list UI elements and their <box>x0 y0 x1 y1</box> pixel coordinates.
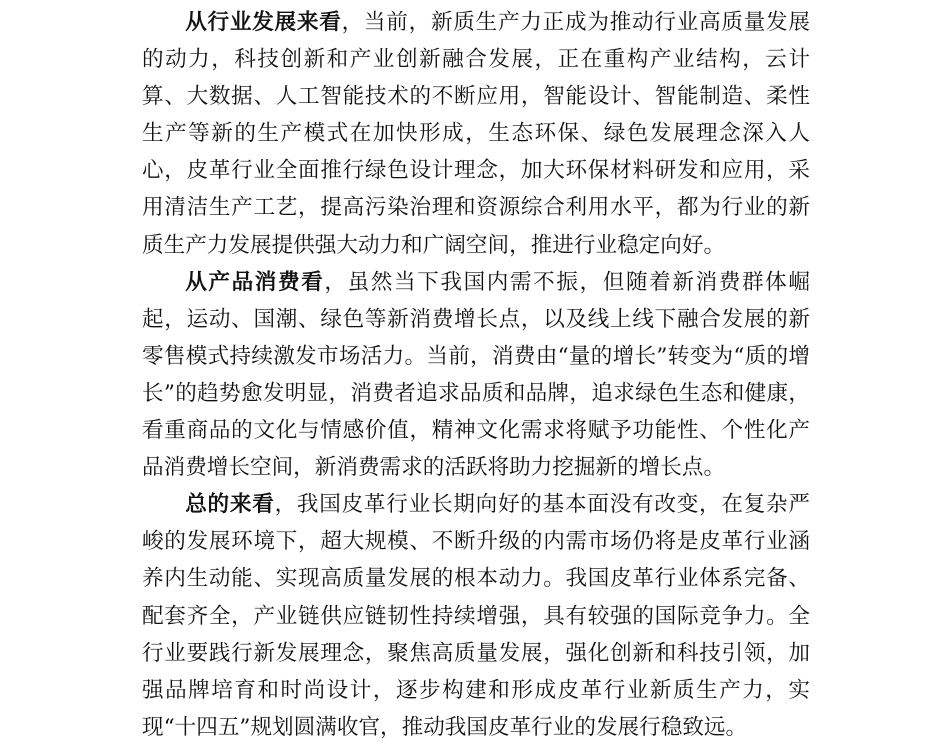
paragraph-industry-development <box>142 4 810 264</box>
paragraph-lead: 从行业发展来看 <box>185 10 342 35</box>
paragraph-text: ，虽然当下我国内需不振，但随着新消费群体崛起，运动、国潮、绿色等新消费增长点，以及线上线下融合发展的新零售模式持续激发市场活力。当前，消费由“量的增长”转变为“质的增长”的趋势愈发明显，消费者追求品质和品牌，追求绿色生态和健康，看重商品的文化与情感价值，精神文化需求将赋予功能性、个性化产品消费增长空间，新消费需求的活跃将助力挖掘新的增长点。 <box>142 269 810 481</box>
paragraph-product-consumption <box>142 264 810 487</box>
article-body <box>142 4 810 746</box>
paragraph-lead: 从产品消费看 <box>185 269 325 295</box>
paragraph-text: ，我国皮革行业长期向好的基本面没有改变，在复杂严峻的发展环境下，超大规模、不断升级的内需市场仍将是皮革行业涵养内生动能、实现高质量发展的根本动力。我国皮革行业体系完备、配套齐全，产业链供应链韧性持续增强，具有较强的国际竞争力。全行业要践行新发展理念，聚焦高质量发展，强化创新和科技引领，加强品牌培育和时尚设计，逐步构建和形成皮革行业新质生产力，实现“十四五”规划圆满收官，推动我国皮革行业的发展行稳致远。 <box>142 492 810 740</box>
paragraph-summary <box>142 486 810 746</box>
paragraph-lead: 总的来看 <box>185 492 275 518</box>
paragraph-text: ，当前，新质生产力正成为推动行业高质量发展的动力，科技创新和产业创新融合发展，正在重构产业结构，云计算、大数据、人工智能技术的不断应用，智能设计、智能制造、柔性生产等新的生产模式在加快形成，生态环保、绿色发展理念深入人心，皮革行业全面推行绿色设计理念，加大环保材料研发和应用，采用清洁生产工艺，提高污染治理和资源综合利用水平，都为行业的新质生产力发展提供强大动力和广阔空间，推进行业稳定向好。 <box>142 10 810 258</box>
